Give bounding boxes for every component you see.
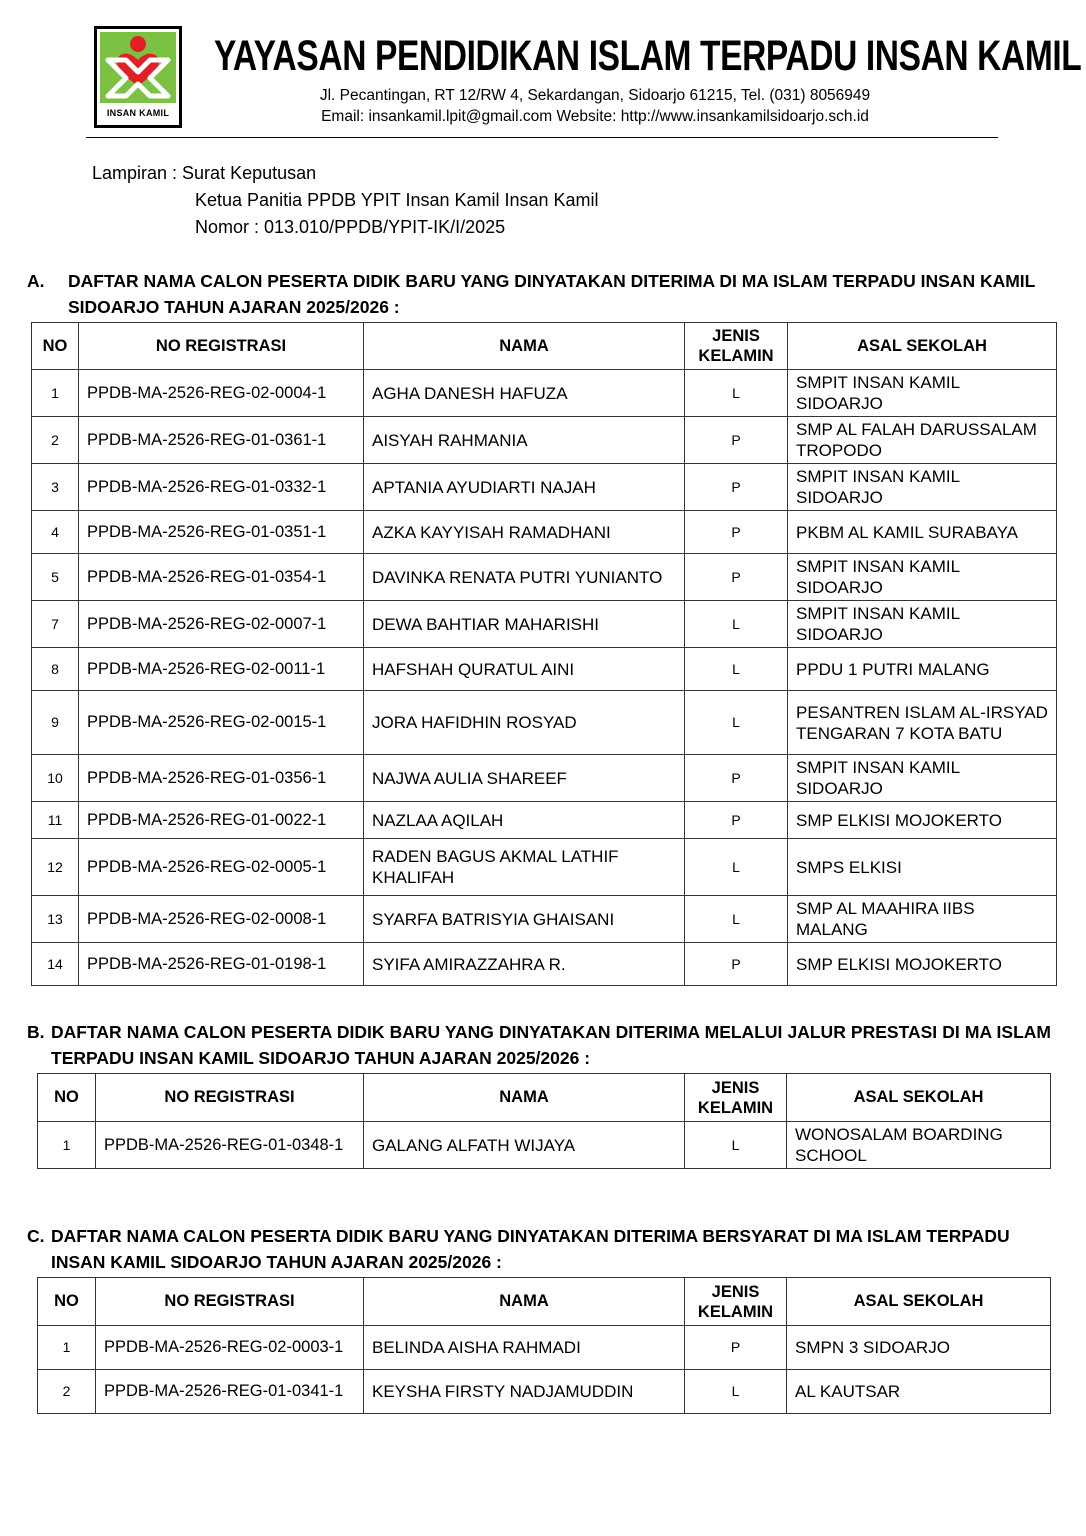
col-header-no: NO bbox=[38, 1074, 96, 1122]
col-header-nama: NAMA bbox=[364, 323, 685, 370]
gender: L bbox=[685, 691, 788, 755]
col-header-registrasi: NO REGISTRASI bbox=[79, 323, 364, 370]
student-name: NAZLAA AQILAH bbox=[364, 802, 685, 839]
gender: L bbox=[685, 370, 788, 417]
table-header-row bbox=[32, 323, 1057, 370]
logo-text: INSAN KAMIL bbox=[100, 105, 176, 122]
row-no: 12 bbox=[32, 839, 79, 896]
row-no: 11 bbox=[32, 802, 79, 839]
student-name: DAVINKA RENATA PUTRI YUNIANTO bbox=[364, 554, 685, 601]
row-no: 1 bbox=[38, 1122, 96, 1169]
gender: L bbox=[685, 896, 788, 943]
gender: P bbox=[685, 755, 788, 802]
gender: P bbox=[685, 1326, 787, 1370]
row-no: 2 bbox=[38, 1370, 96, 1414]
col-header-jenis-kelamin: JENIS KELAMIN bbox=[685, 323, 788, 370]
table-header-row bbox=[38, 1278, 1051, 1326]
section-letter: C. bbox=[27, 1226, 45, 1246]
row-no: 8 bbox=[32, 648, 79, 691]
origin-school: SMP ELKISI MOJOKERTO bbox=[788, 802, 1057, 839]
student-name: HAFSHAH QURATUL AINI bbox=[364, 648, 685, 691]
student-name: JORA HAFIDHIN ROSYAD bbox=[364, 691, 685, 755]
origin-school: PKBM AL KAMIL SURABAYA bbox=[788, 511, 1057, 554]
col-header-nama: NAMA bbox=[364, 1278, 685, 1326]
origin-school: SMPIT INSAN KAMIL SIDOARJO bbox=[788, 370, 1057, 417]
student-name: BELINDA AISHA RAHMADI bbox=[364, 1326, 685, 1370]
letterhead-divider bbox=[86, 137, 998, 138]
gender: P bbox=[685, 943, 788, 986]
lampiran-line-2: Ketua Panitia PPDB YPIT Insan Kamil Insan Kamil bbox=[195, 190, 599, 210]
gender: P bbox=[685, 417, 788, 464]
table-row bbox=[32, 601, 1057, 648]
col-header-asal-sekolah: ASAL SEKOLAH bbox=[787, 1278, 1051, 1326]
registration-number: PPDB-MA-2526-REG-02-0003-1 bbox=[96, 1326, 364, 1370]
origin-school: SMPIT INSAN KAMIL SIDOARJO bbox=[788, 554, 1057, 601]
row-no: 1 bbox=[38, 1326, 96, 1370]
gender: L bbox=[685, 1122, 787, 1169]
section-letter: A. bbox=[27, 271, 45, 291]
table-row bbox=[38, 1326, 1051, 1370]
row-no: 5 bbox=[32, 554, 79, 601]
origin-school: SMP AL FALAH DARUSSALAM TROPODO bbox=[788, 417, 1057, 464]
registration-number: PPDB-MA-2526-REG-01-0198-1 bbox=[79, 943, 364, 986]
table-row bbox=[32, 802, 1057, 839]
table-header-row bbox=[38, 1074, 1051, 1122]
table-row bbox=[32, 464, 1057, 511]
gender: L bbox=[685, 839, 788, 896]
col-header-nama: NAMA bbox=[364, 1074, 685, 1122]
col-header-registrasi: NO REGISTRASI bbox=[96, 1278, 364, 1326]
table-row bbox=[32, 896, 1057, 943]
section-heading: DAFTAR NAMA CALON PESERTA DIDIK BARU YANG DINYATAKAN DITERIMA MELALUI JALUR PRESTASI DI MA ISLAM TERPADU INSAN KAMIL SIDOARJO TAHUN AJARAN 2025/2026 : bbox=[51, 1022, 1051, 1068]
student-name: GALANG ALFATH WIJAYA bbox=[364, 1122, 685, 1169]
table-a bbox=[31, 322, 1057, 986]
col-header-no: NO bbox=[38, 1278, 96, 1326]
registration-number: PPDB-MA-2526-REG-02-0007-1 bbox=[79, 601, 364, 648]
col-header-jenis-kelamin: JENIS KELAMIN bbox=[685, 1074, 787, 1122]
section-c-title bbox=[27, 1223, 1051, 1275]
section-heading: DAFTAR NAMA CALON PESERTA DIDIK BARU YANG DINYATAKAN DITERIMA DI MA ISLAM TERPADU INSAN KAMIL SIDOARJO TAHUN AJARAN 2025/2026 : bbox=[68, 271, 1036, 317]
col-header-jenis-kelamin: JENIS KELAMIN bbox=[685, 1278, 787, 1326]
origin-school: AL KAUTSAR bbox=[787, 1370, 1051, 1414]
row-no: 13 bbox=[32, 896, 79, 943]
student-name: RADEN BAGUS AKMAL LATHIF KHALIFAH bbox=[364, 839, 685, 896]
section-a-title bbox=[27, 268, 1055, 320]
gender: P bbox=[685, 554, 788, 601]
table-row bbox=[32, 554, 1057, 601]
section-letter: B. bbox=[27, 1022, 45, 1042]
student-name: NAJWA AULIA SHAREEF bbox=[364, 755, 685, 802]
table-row bbox=[32, 755, 1057, 802]
origin-school: SMPIT INSAN KAMIL SIDOARJO bbox=[788, 601, 1057, 648]
row-no: 7 bbox=[32, 601, 79, 648]
origin-school: SMPIT INSAN KAMIL SIDOARJO bbox=[788, 755, 1057, 802]
table-row bbox=[32, 370, 1057, 417]
student-name: DEWA BAHTIAR MAHARISHI bbox=[364, 601, 685, 648]
registration-number: PPDB-MA-2526-REG-01-0341-1 bbox=[96, 1370, 364, 1414]
gender: P bbox=[685, 511, 788, 554]
row-no: 3 bbox=[32, 464, 79, 511]
student-name: SYIFA AMIRAZZAHRA R. bbox=[364, 943, 685, 986]
table-row bbox=[32, 691, 1057, 755]
student-name: AGHA DANESH HAFUZA bbox=[364, 370, 685, 417]
col-header-asal-sekolah: ASAL SEKOLAH bbox=[787, 1074, 1051, 1122]
origin-school: WONOSALAM BOARDING SCHOOL bbox=[787, 1122, 1051, 1169]
section-heading: DAFTAR NAMA CALON PESERTA DIDIK BARU YANG DINYATAKAN DITERIMA BERSYARAT DI MA ISLAM TERPADU INSAN KAMIL SIDOARJO TAHUN AJARAN 2025/2026 : bbox=[51, 1226, 1010, 1272]
student-name: APTANIA AYUDIARTI NAJAH bbox=[364, 464, 685, 511]
table-row bbox=[32, 943, 1057, 986]
section-b-title bbox=[27, 1019, 1051, 1071]
row-no: 2 bbox=[32, 417, 79, 464]
origin-school: SMPN 3 SIDOARJO bbox=[787, 1326, 1051, 1370]
lampiran-line-3: Nomor : 013.010/PPDB/YPIT-IK/I/2025 bbox=[195, 217, 506, 237]
registration-number: PPDB-MA-2526-REG-01-0332-1 bbox=[79, 464, 364, 511]
table-row bbox=[32, 417, 1057, 464]
col-header-asal-sekolah: ASAL SEKOLAH bbox=[788, 323, 1057, 370]
gender: P bbox=[685, 464, 788, 511]
table-row bbox=[32, 839, 1057, 896]
row-no: 4 bbox=[32, 511, 79, 554]
table-c bbox=[37, 1277, 1051, 1414]
origin-school: SMP ELKISI MOJOKERTO bbox=[788, 943, 1057, 986]
origin-school: SMP AL MAAHIRA IIBS MALANG bbox=[788, 896, 1057, 943]
row-no: 1 bbox=[32, 370, 79, 417]
registration-number: PPDB-MA-2526-REG-02-0005-1 bbox=[79, 839, 364, 896]
registration-number: PPDB-MA-2526-REG-01-0354-1 bbox=[79, 554, 364, 601]
registration-number: PPDB-MA-2526-REG-01-0022-1 bbox=[79, 802, 364, 839]
student-name: AISYAH RAHMANIA bbox=[364, 417, 685, 464]
registration-number: PPDB-MA-2526-REG-01-0348-1 bbox=[96, 1122, 364, 1169]
row-no: 10 bbox=[32, 755, 79, 802]
student-name: KEYSHA FIRSTY NADJAMUDDIN bbox=[364, 1370, 685, 1414]
origin-school: PESANTREN ISLAM AL-IRSYAD TENGARAN 7 KOTA BATU bbox=[788, 691, 1057, 755]
table-row bbox=[38, 1122, 1051, 1169]
table-row bbox=[38, 1370, 1051, 1414]
org-address: Jl. Pecantingan, RT 12/RW 4, Sekardangan, Sidoarjo 61215, Tel. (031) 8056949 bbox=[319, 87, 871, 104]
student-name: AZKA KAYYISAH RAMADHANI bbox=[364, 511, 685, 554]
origin-school: SMPS ELKISI bbox=[788, 839, 1057, 896]
col-header-no: NO bbox=[32, 323, 79, 370]
student-name: SYARFA BATRISYIA GHAISANI bbox=[364, 896, 685, 943]
gender: L bbox=[685, 601, 788, 648]
table-b bbox=[37, 1073, 1051, 1169]
table-row bbox=[32, 511, 1057, 554]
table-row bbox=[32, 648, 1057, 691]
org-title: YAYASAN PENDIDIKAN ISLAM TERPADU INSAN KAMIL bbox=[214, 32, 1082, 80]
row-no: 9 bbox=[32, 691, 79, 755]
registration-number: PPDB-MA-2526-REG-02-0004-1 bbox=[79, 370, 364, 417]
registration-number: PPDB-MA-2526-REG-02-0015-1 bbox=[79, 691, 364, 755]
org-contact: Email: insankamil.lpit@gmail.com Website: http://www.insankamilsidoarjo.sch.id bbox=[321, 108, 869, 125]
registration-number: PPDB-MA-2526-REG-02-0011-1 bbox=[79, 648, 364, 691]
lampiran-line-1: Lampiran : Surat Keputusan bbox=[92, 163, 317, 183]
gender: L bbox=[685, 1370, 787, 1414]
registration-number: PPDB-MA-2526-REG-01-0356-1 bbox=[79, 755, 364, 802]
gender: P bbox=[685, 802, 788, 839]
row-no: 14 bbox=[32, 943, 79, 986]
col-header-registrasi: NO REGISTRASI bbox=[96, 1074, 364, 1122]
registration-number: PPDB-MA-2526-REG-02-0008-1 bbox=[79, 896, 364, 943]
origin-school: SMPIT INSAN KAMIL SIDOARJO bbox=[788, 464, 1057, 511]
registration-number: PPDB-MA-2526-REG-01-0361-1 bbox=[79, 417, 364, 464]
registration-number: PPDB-MA-2526-REG-01-0351-1 bbox=[79, 511, 364, 554]
gender: L bbox=[685, 648, 788, 691]
origin-school: PPDU 1 PUTRI MALANG bbox=[788, 648, 1057, 691]
